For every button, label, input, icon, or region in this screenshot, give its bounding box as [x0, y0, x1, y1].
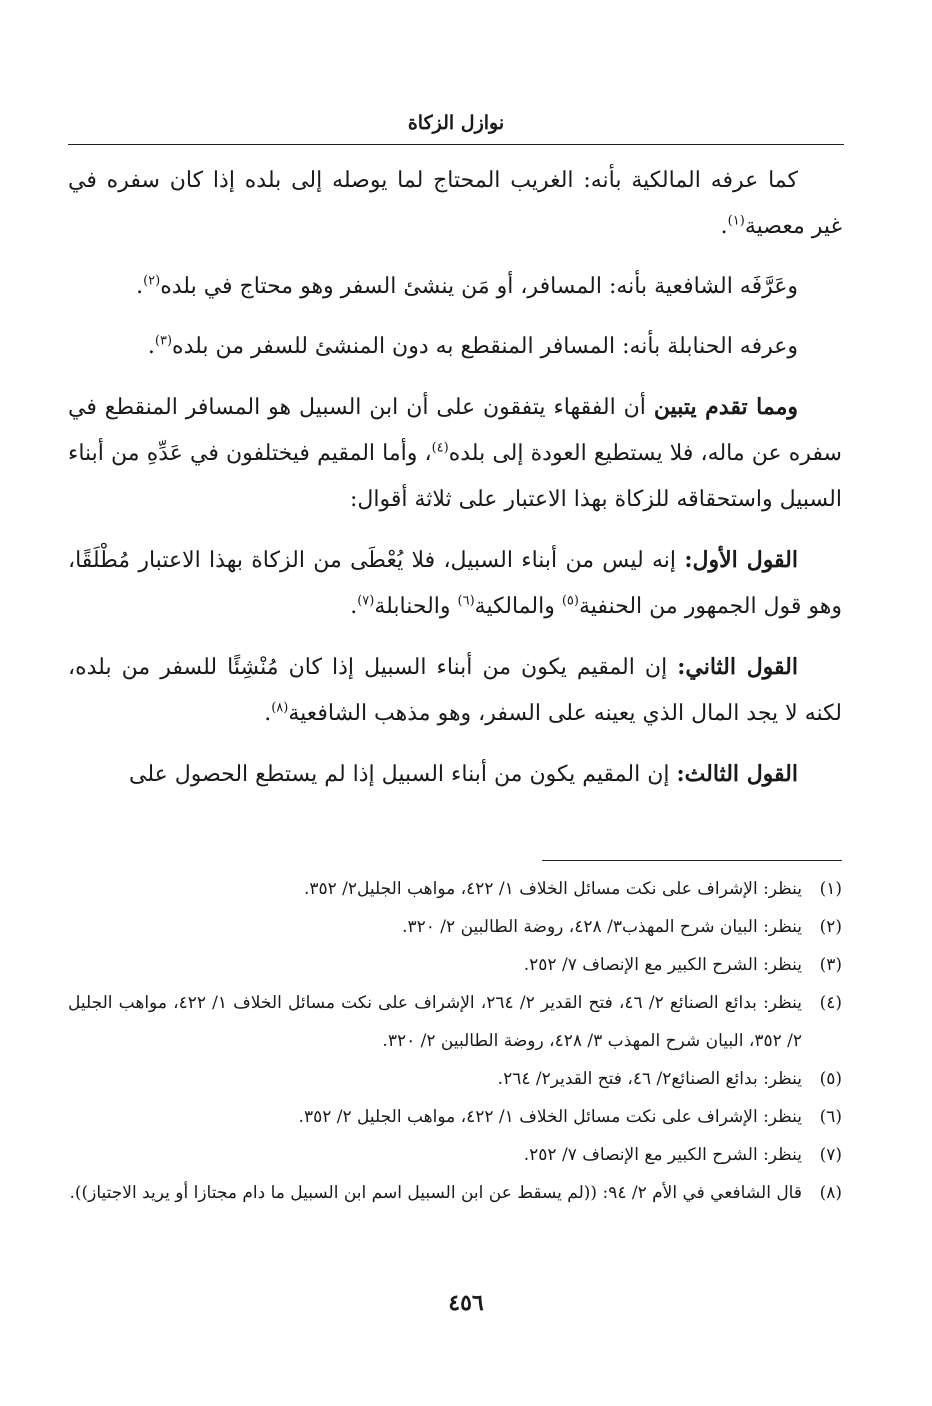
paragraph-end: . [264, 701, 272, 726]
running-head-title: نوازل الزكاة [407, 112, 505, 134]
paragraph-end: . [720, 214, 728, 239]
footnote-item [68, 870, 842, 908]
paragraph-text: والمالكية [474, 594, 562, 619]
paragraph-end: . [350, 594, 358, 619]
paragraph-text: وعَرَّفَه الشافعية بأنه: المسافر، أو مَن ينشئ السفر وهو محتاج في بلده [160, 274, 798, 299]
paragraph-text: كما عرفه المالكية بأنه: الغريب المحتاج لما يوصله إلى بلده إذا كان سفره في غير معصية [68, 168, 842, 239]
footnotes [68, 870, 842, 1212]
footnote-number: (٥) [819, 1069, 842, 1089]
paragraph-lead: القول الأول: [684, 547, 798, 573]
footnote-text: ينظر: الإشراف على نكت مسائل الخلاف ١/ ٤٢٢، مواهب الجليل ٢/ ٣٥٢. [298, 1107, 802, 1127]
footnote-number: (١) [819, 879, 842, 899]
paragraph-shafii-definition [68, 264, 842, 310]
footnote-text: ينظر: الشرح الكبير مع الإنصاف ٧/ ٢٥٢. [523, 955, 802, 975]
paragraph-end: . [136, 274, 144, 299]
paragraph-hanbali-definition [68, 324, 842, 370]
footnote-text: ينظر: الإشراف على نكت مسائل الخلاف ١/ ٤٢٢، مواهب الجليل٢/ ٣٥٢. [303, 879, 802, 899]
paragraph-lead: القول الثالث: [676, 761, 798, 787]
header-rule [68, 144, 844, 145]
footnote-separator [542, 860, 842, 861]
footnote-item [68, 1136, 842, 1174]
footnote-item [68, 1060, 842, 1098]
paragraph-text: إن المقيم يكون من أبناء السبيل إذا لم يستطع الحصول على [128, 762, 677, 787]
paragraph-lead: القول الثاني: [677, 654, 798, 680]
footnote-number: (٣) [819, 955, 842, 975]
footnote-text: قال الشافعي في الأم ٢/ ٩٤: ((لم يسقط عن ابن السبيل اسم ابن السبيل ما دام مجتازا أو يريد الاجتياز)). [69, 1183, 802, 1203]
footnote-number: (٤) [819, 993, 842, 1013]
footnote-ref: (٧) [357, 593, 375, 609]
footnote-number: (٨) [819, 1183, 842, 1203]
footnote-text: ينظر: بدائع الصنائع٢/ ٤٦، فتح القدير٢/ ٢٦٤. [497, 1069, 802, 1089]
footnote-text: ينظر: الشرح الكبير مع الإنصاف ٧/ ٢٥٢. [523, 1145, 802, 1165]
page-number: ٤٥٦ [448, 1290, 484, 1316]
paragraph-text: إن المقيم يكون من أبناء السبيل إذا كان مُنْشِئًا للسفر من بلده، لكنه لا يجد المال الذي يعينه على السفر، وهو مذهب الشافعية [68, 655, 842, 726]
footnote-ref: (٢) [143, 273, 161, 289]
footnote-number: (٦) [819, 1107, 842, 1127]
footnote-text: ينظر: البيان شرح المهذب٣/ ٤٢٨، روضة الطالبين ٢/ ٣٢٠. [402, 917, 802, 937]
footnote-ref: (٨) [271, 700, 289, 716]
footnote-ref: (٤) [431, 440, 449, 456]
paragraph-end: . [147, 334, 155, 359]
footnote-number: (٢) [819, 917, 842, 937]
footnote-item [68, 1098, 842, 1136]
paragraph-text: وعرفه الحنابلة بأنه: المسافر المنقطع به دون المنشئ للسفر من بلده [172, 334, 798, 359]
footnote-text: ينظر: بدائع الصنائع ٢/ ٤٦، فتح القدير ٢/ ٢٦٤، الإشراف على نكت مسائل الخلاف ١/ ٤٢٢، مواهب الجليل ٢/ ٣٥٢، البيان شرح المهذب ٣/ ٤٢٨، روضة الطالبين ٢/ ٣٢٠. [68, 993, 802, 1051]
paragraph-text: ، وأما المقيم فيختلفون في عَدِّهِ من أبناء السبيل واستحقاقه للزكاة بهذا الاعتبار على ثلاثة أقوال: [68, 441, 842, 512]
footnote-ref: (٣) [154, 333, 173, 349]
main-text [68, 158, 842, 798]
paragraph-text: إنه ليس من أبناء السبيل، فلا يُعْطَى من الزكاة بهذا الاعتبار مُطْلَقًا، وهو قول الجمهور من الحنفية [68, 548, 842, 619]
paragraph-lead: ومما تقدم يتبين [653, 394, 798, 420]
footnote-item [68, 1174, 842, 1212]
footnote-item [68, 908, 842, 946]
footnote-number: (٧) [819, 1145, 842, 1165]
footnote-ref: (٥) [561, 593, 579, 609]
footnote-ref: (١) [727, 213, 745, 229]
paragraph-text: أن الفقهاء يتفقون على أن ابن السبيل هو المسافر المنقطع في سفره عن ماله، فلا يستطيع العودة إلى بلده [68, 395, 842, 466]
paragraph-first-opinion [68, 537, 842, 630]
paragraph-third-opinion [68, 751, 842, 798]
paragraph-text: والحنابلة [374, 594, 458, 619]
footnote-item [68, 984, 842, 1060]
paragraph-summary [68, 384, 842, 523]
paragraph-second-opinion [68, 644, 842, 737]
paragraph-maliki-definition [68, 158, 842, 250]
footnote-ref: (٦) [457, 593, 475, 609]
footnote-item [68, 946, 842, 984]
